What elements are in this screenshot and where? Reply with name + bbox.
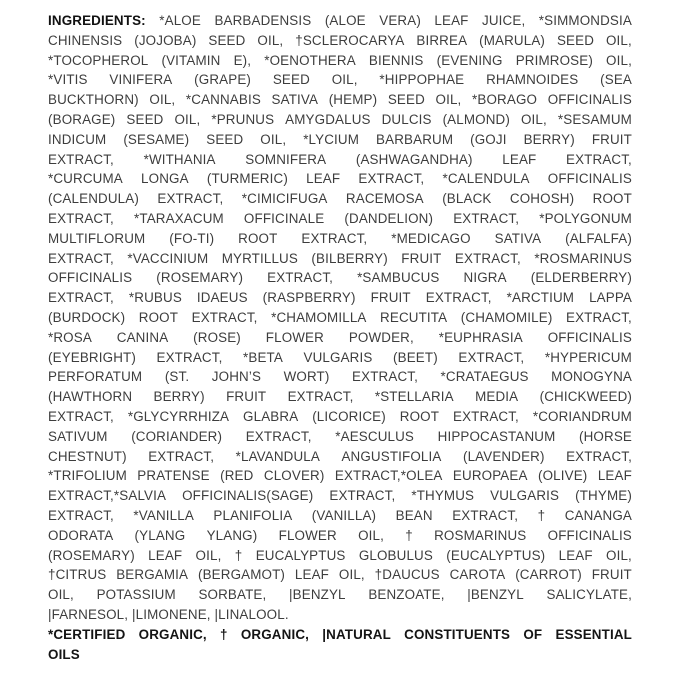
word: FRUIT (401, 250, 442, 266)
word: BERRY) (153, 389, 205, 405)
word: SOMNIFERA (245, 151, 327, 167)
text-line (48, 268, 632, 288)
word: SEED (126, 111, 164, 127)
word: OIL, (260, 131, 287, 147)
word: OIL, (358, 527, 384, 543)
ingredients-footnote (48, 625, 632, 665)
word: EUCALYPTUS (255, 547, 346, 563)
word: (THYME) (575, 488, 632, 504)
text-line (48, 565, 632, 585)
word: INDICUM (48, 131, 107, 147)
word: EXTRACT, (156, 349, 223, 365)
word: † (537, 507, 546, 523)
word: GLABRA (243, 408, 299, 424)
text-line (48, 308, 632, 328)
word: *STELLARIA (374, 389, 454, 405)
word: EXTRACT,*SALVIA (48, 488, 167, 504)
text-line (48, 288, 632, 308)
word: (GRAPE) (194, 72, 252, 88)
word: (EYEBRIGHT) (48, 349, 136, 365)
text-line (48, 229, 632, 249)
word: HIPPOCASTANUM (437, 428, 556, 444)
word: (ST. (164, 369, 190, 385)
word: BARBADENSIS (214, 13, 312, 28)
word: †SCLEROCARYA (295, 32, 405, 48)
word: OIL, (435, 92, 462, 108)
word: (YLANG (134, 527, 186, 543)
word: BIENNIS (368, 52, 424, 68)
word: *LAVANDULA (235, 448, 320, 464)
word: *TOCOPHEROL (48, 52, 149, 68)
word: *HIPPOPHAE (379, 72, 465, 88)
word: EXTRACT, (566, 151, 632, 167)
word: |NATURAL (322, 626, 391, 642)
text-line (48, 427, 632, 447)
word: *VITIS (48, 72, 88, 88)
word: OIL, (606, 52, 632, 68)
word: *CRATAEGUS (440, 369, 529, 385)
word: (CARROT) (515, 567, 582, 583)
word: CHINENSIS (48, 32, 123, 48)
word: LEAF (597, 468, 632, 484)
word: OIL, (331, 72, 358, 88)
word: OIL, (149, 92, 176, 108)
word: *VACCINIUM (127, 250, 209, 266)
word: OF (523, 626, 543, 642)
text-line (48, 387, 632, 407)
word: *CALENDULA (442, 171, 530, 187)
word: EUROPAEA (452, 468, 528, 484)
word: SALICYLATE, (546, 587, 632, 603)
text-line (48, 506, 632, 526)
text-line (48, 150, 632, 170)
text-line (48, 367, 632, 387)
word: EXTRACT,*OLEA (334, 468, 443, 484)
word: SORBATE, (198, 587, 267, 603)
word: ESSENTIAL (555, 626, 632, 642)
word: OFFICINALIS (547, 527, 632, 543)
word: OIL, (606, 547, 632, 563)
word: RECUTITA (380, 309, 448, 325)
text-line (48, 486, 632, 506)
word: SEED (387, 92, 425, 108)
word: *LYCIUM (303, 131, 360, 147)
word: EXTRACT, (565, 309, 632, 325)
word: EXTRACT, (453, 210, 520, 226)
word: OIL, (195, 547, 222, 563)
word: SEED (556, 32, 595, 48)
word: (BLACK (442, 191, 492, 207)
word: *EUPHRASIA (438, 329, 523, 345)
word: OFFICINALIS (547, 329, 632, 345)
word: *SESAMUM (557, 111, 632, 127)
word: SATIVA (271, 92, 319, 108)
word: EXTRACT, (191, 309, 258, 325)
word: EXTRACT, (48, 290, 114, 306)
text-line (48, 90, 632, 110)
text-line (48, 447, 632, 467)
word: VULGARIS (303, 349, 373, 365)
word: OFFICINALIS (48, 270, 133, 286)
word: *ROSMARINUS (534, 250, 632, 266)
word: *HYPERICUM (544, 349, 632, 365)
word: POWDER, (348, 329, 414, 345)
word: EXTRACT, (301, 230, 368, 246)
word: BERRY) (523, 131, 575, 147)
word: (JOJOBA) (134, 32, 197, 48)
word: ODORATA (48, 527, 114, 543)
word: EXTRACT, (358, 171, 425, 187)
word: (HORSE (579, 428, 632, 444)
word: *PRUNUS (211, 111, 275, 127)
word: (DANDELION) (344, 210, 434, 226)
word: ROOT (399, 408, 440, 424)
word: SATIVUM (48, 428, 108, 444)
word: (OLIVE) (537, 468, 588, 484)
word: MONOGYNA (551, 369, 632, 385)
word: IDAEUS (196, 290, 248, 306)
word: (ROSEMARY) (48, 547, 135, 563)
word: (EVENING (436, 52, 503, 68)
word: *CIMICIFUGA (241, 191, 328, 207)
word: WORT) (283, 369, 330, 385)
word: BERGAMIA (116, 567, 189, 583)
word: PERFORATUM (48, 369, 143, 385)
word: *OENOTHERA (264, 52, 356, 68)
ingredients-text (48, 11, 632, 625)
word: LEAF (558, 547, 593, 563)
word: *CORIANDRUM (532, 408, 632, 424)
word: JOHN’S (211, 369, 262, 385)
word: (BEET) (393, 349, 438, 365)
word: PLANIFOLIA (213, 507, 293, 523)
word: *CHAMOMILLA (271, 309, 367, 325)
word: OIL, (338, 567, 365, 583)
word: (CHAMOMILE) (460, 309, 553, 325)
word: (ROSE) (193, 329, 241, 345)
word: ANGUSTIFOLIA (341, 448, 442, 464)
word: CONSTITUENTS (404, 626, 511, 642)
word: EXTRACT, (452, 507, 519, 523)
word: VULGARIS (490, 488, 560, 504)
word: †CITRUS (48, 567, 107, 583)
word: *GLYCYRRHIZA (127, 408, 230, 424)
word: EXTRACT, (458, 349, 525, 365)
text-line (48, 51, 632, 71)
word: PRIMROSE) (515, 52, 593, 68)
word: JUICE, (482, 13, 526, 28)
text-line (48, 328, 632, 348)
word: OIL, (257, 32, 284, 48)
word: (ALOE (324, 13, 366, 28)
word: OFFICINALIS (547, 171, 632, 187)
word: NIGRA (463, 270, 507, 286)
word: (ELDERBERRY) (530, 270, 632, 286)
word: OIL, (48, 587, 74, 603)
word: INGREDIENTS: (48, 13, 146, 28)
word: FRUIT (591, 567, 632, 583)
word: *WITHANIA (143, 151, 216, 167)
word: (LICORICE) (312, 408, 386, 424)
word: CAROTA (449, 567, 506, 583)
word: E), (233, 52, 252, 68)
word: EXTRACT, (48, 408, 114, 424)
word: BENZOATE, (368, 587, 445, 603)
ingredients-label (48, 11, 632, 664)
word: ROSMARINUS (434, 527, 527, 543)
word: *CURCUMA (48, 171, 123, 187)
word: OIL, (174, 111, 201, 127)
word: ROOT (238, 230, 278, 246)
word: (ALFALFA) (565, 230, 632, 246)
word: BARBARUM (376, 131, 454, 147)
word: *POLYGONUM (539, 210, 632, 226)
text-line: OILS (48, 646, 80, 662)
word: *TRIFOLIUM (48, 468, 127, 484)
word: *ROSA (48, 329, 92, 345)
word: *THYMUS (411, 488, 475, 504)
word: *CANNABIS (185, 92, 261, 108)
word: *MEDICAGO (391, 230, 471, 246)
word: (VITAMIN (161, 52, 221, 68)
text-line (48, 189, 632, 209)
word: FRUIT (370, 290, 411, 306)
word: SEED (208, 32, 246, 48)
word: EXTRACT, (287, 389, 354, 405)
word: † (220, 626, 228, 642)
word: (ROSEMARY) (156, 270, 244, 286)
word: EXTRACT, (425, 290, 492, 306)
text-line (48, 70, 632, 90)
word: EXTRACT, (352, 369, 418, 385)
text-line (48, 11, 632, 31)
word: †DAUCUS (374, 567, 440, 583)
word: OIL, (605, 32, 632, 48)
text-line (48, 585, 632, 605)
word: (BERGAMOT) (197, 567, 286, 583)
text-line (48, 625, 632, 645)
word: EXTRACT, (566, 448, 632, 464)
text-line (48, 348, 632, 368)
word: LEAF (294, 567, 330, 583)
word: (RED (220, 468, 254, 484)
word: *SAMBUCUS (357, 270, 440, 286)
word: EXTRACT, (453, 408, 519, 424)
word: BEAN (395, 507, 433, 523)
word: ORGANIC, (138, 626, 207, 642)
text-line (48, 407, 632, 427)
word: BUCKTHORN) (48, 92, 139, 108)
word: EXTRACT, (148, 448, 215, 464)
word: (EUCALYPTUS) (446, 547, 546, 563)
word: *RUBUS (128, 290, 182, 306)
word: (VANILLA) (311, 507, 377, 523)
word: *SIMMONDSIA (538, 13, 632, 28)
word: LEAF (306, 171, 341, 187)
word: POTASSIUM (96, 587, 176, 603)
word: OIL, (520, 111, 547, 127)
word: MEDIA (475, 389, 519, 405)
word: LEAF (148, 547, 183, 563)
word: ROOT (592, 191, 632, 207)
word: (SESAME) (123, 131, 190, 147)
word: (HAWTHORN (48, 389, 133, 405)
text-line (48, 249, 632, 269)
word: LEAF (434, 13, 469, 28)
word: OFFICINALIS(SAGE) (182, 488, 314, 504)
text-line (48, 466, 632, 486)
word: PRATENSE (137, 468, 210, 484)
text-line (48, 526, 632, 546)
word: RHAMNOIDES (486, 72, 579, 88)
word: BIRREA (416, 32, 468, 48)
word: AMYGDALUS (285, 111, 371, 127)
word: (CALENDULA) (48, 191, 139, 207)
word: *ALOE (159, 13, 201, 28)
word: DULCIS (381, 111, 432, 127)
word: RACEMOSA (345, 191, 424, 207)
word: *VANILLA (133, 507, 194, 523)
word: GLOBULUS (358, 547, 433, 563)
word: SEED (272, 72, 310, 88)
word: (FO-TI) (169, 230, 215, 246)
word: SEED (206, 131, 244, 147)
word: COHOSH) (509, 191, 575, 207)
word: (LAVENDER) (462, 448, 545, 464)
word: (ALMOND) (442, 111, 510, 127)
word: (CHICKWEED) (539, 389, 632, 405)
word: EXTRACT, (157, 191, 224, 207)
word: FRUIT (226, 389, 267, 405)
word: (ASHWAGANDHA) (355, 151, 473, 167)
text-line (48, 169, 632, 189)
word: FRUIT (591, 131, 632, 147)
word: EXTRACT, (48, 507, 114, 523)
word: EXTRACT, (48, 250, 114, 266)
word: CANANGA (564, 507, 632, 523)
word: *BORAGO (472, 92, 538, 108)
word: (BURDOCK) (48, 309, 126, 325)
word: ORGANIC, (240, 626, 310, 642)
word: LONGA (141, 171, 189, 187)
word: (BILBERRY) (311, 250, 388, 266)
word: *ARCTIUM (506, 290, 575, 306)
word: EXTRACT, (245, 428, 312, 444)
word: *CERTIFIED (48, 626, 126, 642)
word: CLOVER) (263, 468, 325, 484)
word: SATIVA (494, 230, 542, 246)
word: EXTRACT, (48, 151, 114, 167)
word: *BETA (243, 349, 283, 365)
word: |BENZYL (289, 587, 346, 603)
word: ROOT (138, 309, 179, 325)
word: MYRTILLUS (221, 250, 298, 266)
text-line: |FARNESOL, |LIMONENE, |LINALOOL. (48, 606, 289, 622)
text-line (48, 31, 632, 51)
word: OFFICINALE (243, 210, 325, 226)
word: |BENZYL (467, 587, 524, 603)
text-line (48, 110, 632, 130)
word: (RASPBERRY) (262, 290, 356, 306)
word: *AESCULUS (335, 428, 415, 444)
word: *TARAXACUM (134, 210, 224, 226)
word: MULTIFLORUM (48, 230, 146, 246)
word: † (234, 547, 243, 563)
word: LAPPA (589, 290, 632, 306)
word: LEAF (502, 151, 537, 167)
word: CANINA (116, 329, 169, 345)
text-line (48, 209, 632, 229)
text-line (48, 546, 632, 566)
text-line (48, 130, 632, 150)
word: FLOWER (278, 527, 337, 543)
word: FLOWER (265, 329, 324, 345)
word: (BORAGE) (48, 111, 116, 127)
word: (MARULA) (479, 32, 546, 48)
word: VINIFERA (109, 72, 173, 88)
word: (TURMERIC) (206, 171, 288, 187)
word: OFFICINALIS (547, 92, 632, 108)
word: (HEMP) (328, 92, 378, 108)
word: YLANG) (206, 527, 258, 543)
word: (GOJI (470, 131, 507, 147)
word: EXTRACT, (48, 210, 114, 226)
word: (SEA (600, 72, 632, 88)
word: (CORIANDER) (131, 428, 223, 444)
word: EXTRACT, (329, 488, 396, 504)
word: EXTRACT, (454, 250, 521, 266)
word: CHESTNUT) (48, 448, 127, 464)
word: † (405, 527, 413, 543)
word: EXTRACT, (267, 270, 334, 286)
word: VERA) (379, 13, 421, 28)
